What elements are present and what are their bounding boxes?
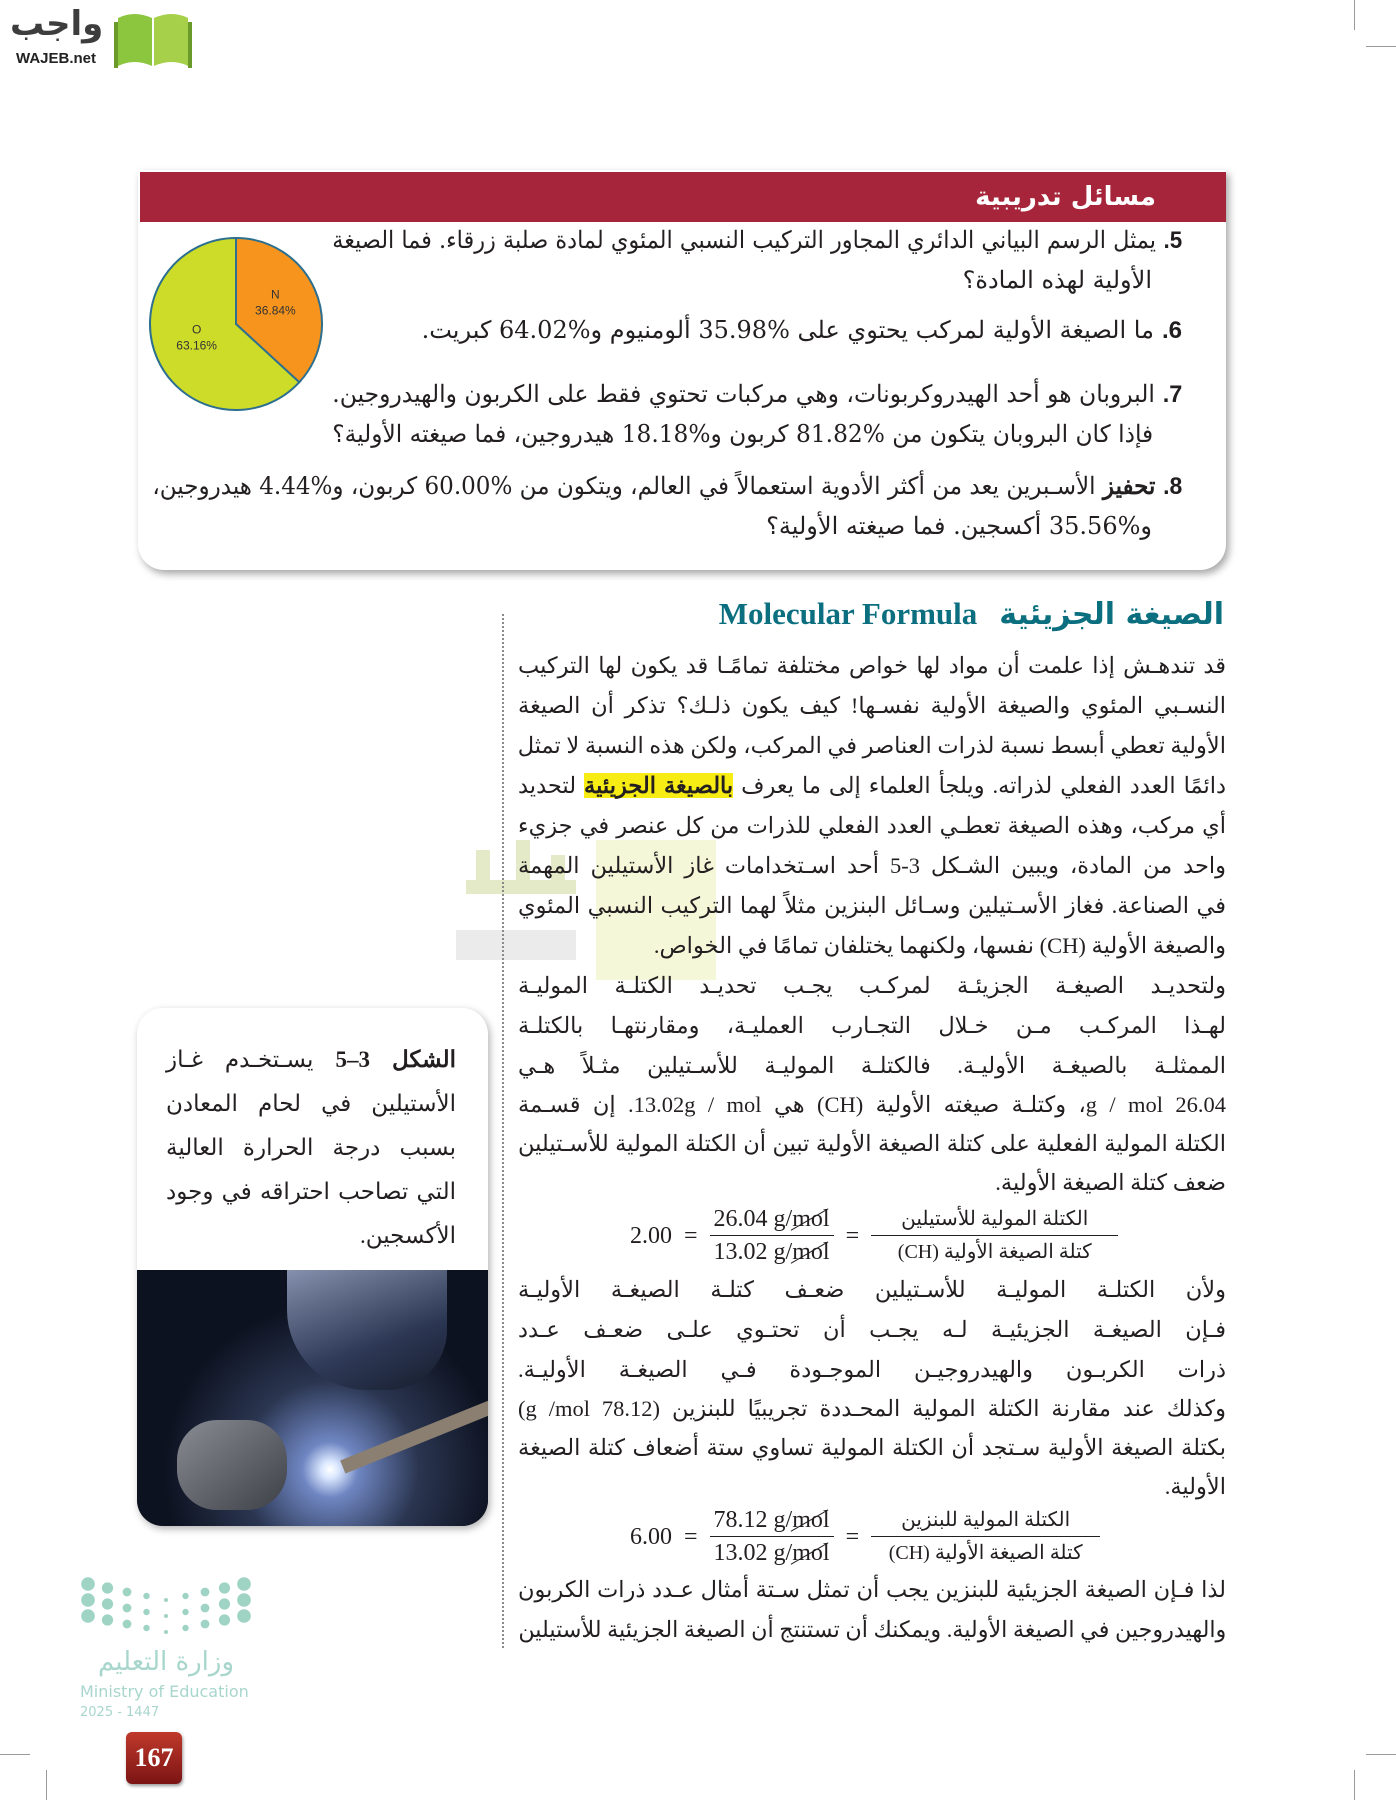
ministry-name-en: Ministry of Education (80, 1682, 249, 1701)
practice-title: مسائل تدريبية (975, 182, 1156, 212)
denominator: كتلة الصيغة الأولية (CH) (888, 1542, 1083, 1564)
crop-mark (0, 1754, 30, 1755)
numeric-fraction (710, 1205, 834, 1266)
denominator: 13.02 g/ (713, 1239, 793, 1265)
challenge-label: تحفيز (1102, 471, 1156, 500)
numeric-fraction (710, 1506, 834, 1567)
figure-caption-card (137, 1008, 488, 1526)
text-span: دائمًا العدد الفعلي لذراته. ويلجأ العلماء إلى ما يعرف (733, 773, 1226, 798)
figure-caption (166, 1038, 456, 1258)
question-text: ما الصيغة الأولية لمركب يحتوي على %35.98 ألومنيوم و%64.02 كبريت. (421, 316, 1154, 344)
text-line: واحد من المادة، ويبين الشـكل 3-5 أحد اسـتخدامات غاز الأستيلين المهمة (518, 853, 1226, 878)
question-6 (332, 310, 1182, 350)
equation-result: 2.00 (630, 1222, 672, 1249)
figure-label: الشكل 3–5 (335, 1047, 456, 1072)
caption-text: يسـتخـدم غـاز الأستيلين في لحام المعادن بسبب درجة الحرارة العالية التي تصاحب احتراقه في وجود الأكسجين. (166, 1047, 456, 1248)
heading-en: Molecular Formula (718, 596, 978, 631)
equation-acetylene: 2.00 = $\frac{\text{26.04 g/mol}}{\text{13.02 g/mol}}$ = $\frac{\text{الكتلة المولية للأستيلين}}{\text{كتلة الصيغة الأولية (CH)}}$ (630, 1205, 1130, 1266)
equation-result: 6.00 (630, 1523, 672, 1550)
text-line: أي مركب، وهذه الصيغة تعطـي العدد الفعلي للذرات من كل عنصر في جزيء (518, 813, 1226, 838)
pie-value-label: 36.84% (255, 303, 296, 318)
crop-mark (46, 1770, 47, 1800)
crop-mark (1354, 0, 1355, 30)
crop-mark (1354, 1770, 1355, 1800)
text-line: بكتلة الصيغة الأولية سـتجد أن الكتلة المولية تساوي ستة أضعاف كتلة الصيغة (518, 1435, 1226, 1460)
text-line: لهـذا المركـب مـن خـلال التجـارب العمليـة، ومقارنتهـا بالكتلـة (518, 1013, 1226, 1038)
question-number: 8. (1162, 473, 1182, 500)
text-line: ذرات الكربـون والهيدروجيـن الموجـودة فـي الصيغـة الأوليـة. (518, 1357, 1226, 1382)
question-text: يمثل الرسم البياني الدائري المجاور التركيب النسبي المئوي لمادة صلبة زرقاء. فما الصيغة (332, 226, 1156, 254)
book-icon (114, 8, 192, 68)
question-text: الأولية لهذه المادة؟ (962, 266, 1152, 294)
numerator: 78.12 g/ (713, 1507, 793, 1533)
word-fraction (871, 1205, 1118, 1266)
logo-text-en: WAJEB.net (16, 50, 97, 67)
section-heading (719, 596, 1224, 639)
denominator: 13.02 g/ (713, 1540, 793, 1566)
text-line: في الصناعة. فغاز الأسـتيلين وسـائل البنزين مثلاً لهما التركيب النسبي المئوي (518, 893, 1226, 918)
question-number: 6. (1161, 317, 1182, 344)
text-line: وكذلك عند مقارنة الكتلة المولية المحـددة تجريبيًا للبنزين (78.12 g /mol) (518, 1396, 1226, 1421)
text-line: ولتحديـد الصيغـة الجزيئـة لمركـب يجـب تحديـد الكتلـة الموليـة (518, 973, 1226, 998)
question-7 (332, 374, 1182, 454)
text-line (518, 766, 1226, 806)
welding-photo (137, 1270, 488, 1526)
question-number: 5. (1163, 227, 1182, 254)
text-line: 26.04 g / mol، وكتلـة صيغته الأولية (CH) هي 13.02g / mol. إن قسـمة (518, 1092, 1227, 1117)
text-line: الأولية تعطي أبسط نسبة لذرات العناصر في المركب، ولكن هذه النسبة لا تمثل (517, 733, 1226, 758)
ministry-name-ar: وزارة التعليم (97, 1647, 235, 1677)
text-line: ضعف كتلة الصيغة الأولية. (995, 1170, 1226, 1195)
text-line: والصيغة الأولية (CH) نفسها، ولكنهما يختلفان تمامًا في الخواص. (653, 933, 1226, 958)
question-number: 7. (1162, 381, 1182, 408)
question-text: البروبان هو أحد الهيدروكربونات، وهي مركبات تحتوي فقط على الكربون والهيدروجين. (332, 380, 1155, 408)
crop-mark (1366, 1754, 1396, 1755)
practice-header (140, 172, 1226, 222)
cancelled-unit: mol (792, 1239, 830, 1265)
wajeb-logo[interactable] (6, 4, 196, 72)
question-text: فإذا كان البروبان يتكون من %81.82 كربون و%18.18 هيدروجين، فما صيغته الأولية؟ (332, 420, 1153, 448)
text-line: الأولية. (1164, 1474, 1226, 1499)
text-line: الممثلـة بالصيغـة الأوليـة. فالكتلـة الموليـة للأسـتيلين مثـلاً هـي (518, 1053, 1226, 1078)
equation-benzene: 6.00 = $\frac{\text{78.12 g/mol}}{\text{13.02 g/mol}}$ = $\frac{\text{الكتلة المولية للبنزين}}{\text{كتلة الصيغة الأولية (CH)}}$ (630, 1506, 1112, 1567)
text-line: لذا فـإن الصيغة الجزيئية للبنزين يجب أن تمثل سـتة أمثال عـدد ذرات الكربون (518, 1577, 1226, 1602)
page-number: 167 (126, 1732, 182, 1784)
text-line: فـإن الصيغـة الجزيئيـة لـه يجـب أن تحتـوي علـى ضعـف عـدد (518, 1317, 1226, 1342)
numerator: الكتلة المولية للأستيلين (871, 1205, 1118, 1236)
numerator: 26.04 g/ (713, 1206, 793, 1232)
cancelled-unit: mol (792, 1540, 830, 1566)
question-5 (332, 220, 1182, 300)
denominator: كتلة الصيغة الأولية (CH) (897, 1241, 1092, 1263)
text-span: لتحديد (518, 773, 585, 798)
text-line: والهيدروجين في الصيغة الأولية. ويمكنك أن تستنتج أن الصيغة الجزيئية للأستيلين (518, 1617, 1226, 1642)
pie-category-label: N (271, 287, 280, 302)
cancelled-unit: mol (792, 1507, 830, 1533)
ministry-logo (80, 1576, 270, 1726)
question-8 (152, 466, 1182, 546)
question-text: و%35.56 أكسجين. فما صيغته الأولية؟ (766, 512, 1152, 540)
numerator: الكتلة المولية للبنزين (871, 1506, 1100, 1537)
text-line: ولأن الكتلـة الموليـة للأسـتيلين ضعـف كتلـة الصيغـة الأوليـة (518, 1277, 1226, 1302)
word-fraction (871, 1506, 1100, 1567)
question-text: الأسـبرين يعد من أكثر الأدوية استعمالاً في العالم، ويتكون من %60.00 كربون، و%4.44 هيدروجين، (152, 472, 1096, 500)
column-divider (502, 614, 504, 1648)
logo-text-ar: واجب (10, 4, 104, 44)
text-line: قد تندهـش إذا علمت أن مواد لها خواص مختلفة تمامًـا قد يكون لها التركيب (518, 653, 1226, 678)
text-line: الكتلة المولية الفعلية على كتلة الصيغة الأولية تبين أن الكتلة المولية للأسـتيلين (518, 1131, 1226, 1156)
edition-year: 2025 - 1447 (80, 1705, 160, 1720)
pie-value-label: 63.16% (176, 338, 217, 353)
key-term-highlight: بالصيغة الجزيئية (584, 773, 734, 798)
text-line: النسـبي المئوي والصيغة الأولية نفسـها! كيف يكون ذلـك؟ تذكر أن الصيغة (518, 693, 1226, 718)
composition-pie-chart (146, 234, 326, 414)
ministry-dots-icon (80, 1576, 252, 1636)
pie-category-label: O (191, 322, 202, 337)
crop-mark (1366, 46, 1396, 47)
heading-ar: الصيغة الجزيئية (999, 597, 1224, 632)
cancelled-unit: mol (792, 1206, 830, 1232)
